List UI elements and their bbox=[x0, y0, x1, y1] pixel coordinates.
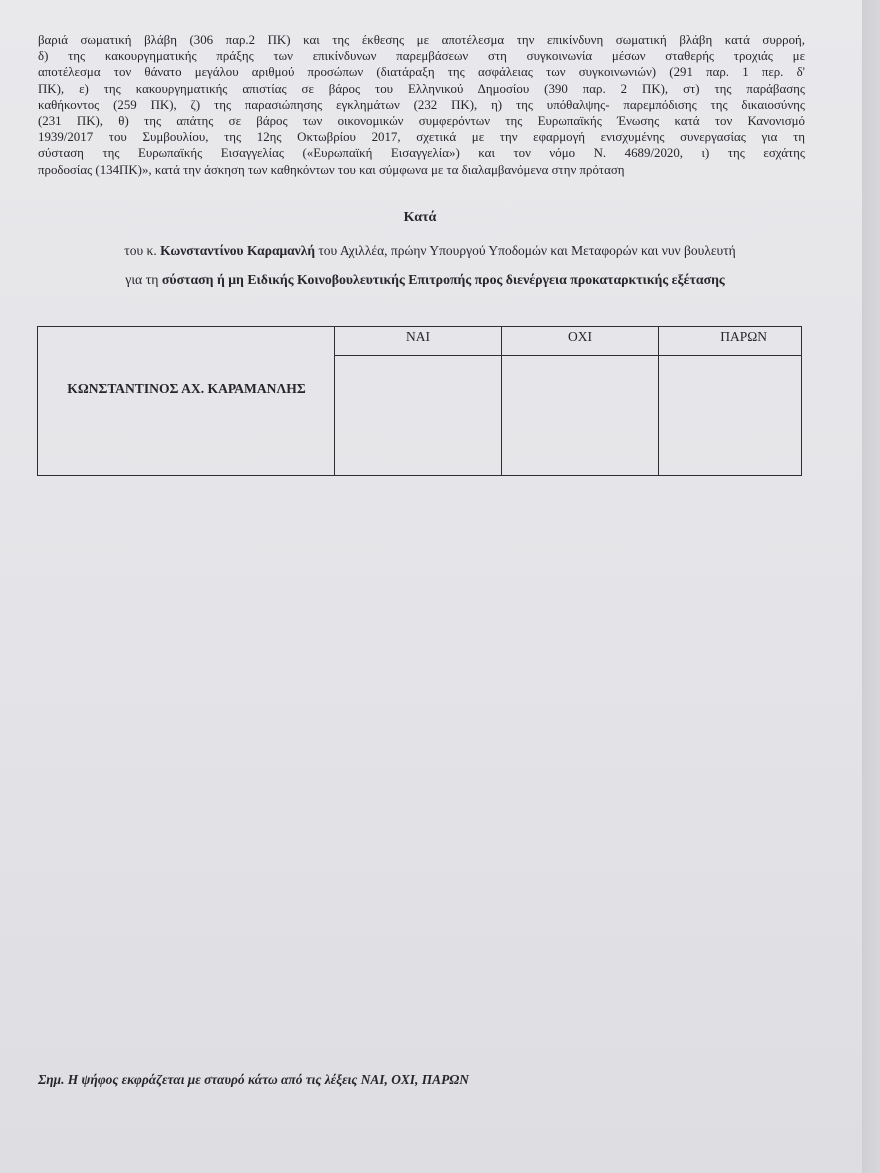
purpose-prefix: για τη bbox=[125, 272, 162, 287]
paragraph-line: αποτέλεσμα τον θάνατο μεγάλου αριθμού προσώπων (διατάραξη της ασφάλειας των συγκοινωνιών) (291 παρ. 1 περ. δ' bbox=[38, 65, 805, 80]
column-header-oxi: ΟΧΙ bbox=[568, 329, 592, 344]
vote-cell-nai[interactable] bbox=[335, 356, 501, 474]
paragraph-line: (231 ΠΚ), θ) της απάτης σε βάρος των οικονομικών συμφερόντων της Ευρωπαϊκής Ένωσης κατά τον Κανονισμό bbox=[38, 114, 805, 129]
subject-name: Κωνσταντίνου Καραμανλή bbox=[160, 243, 315, 258]
column-header-nai: ΝΑΙ bbox=[406, 329, 430, 344]
vote-cell-oxi[interactable] bbox=[502, 356, 658, 474]
subject-suffix: του Αχιλλέα, πρώην Υπουργού Υποδομών και Μεταφορών και νυν βουλευτή bbox=[315, 243, 736, 258]
charges-paragraph bbox=[38, 32, 805, 178]
purpose-emphasis: σύσταση ή μη Ειδικής Κοινοβουλευτικής Επιτροπής προς διενέργεια προκαταρκτικής εξέτασης bbox=[161, 272, 725, 287]
column-header-paron: ΠΑΡΩΝ bbox=[720, 329, 767, 344]
paragraph-line: ΠΚ), ε) της κακουργηματικής απιστίας σε βάρος του Ελληνικού Δημοσίου (390 παρ. 2 ΠΚ), στ) της παράβασης bbox=[38, 81, 805, 96]
paragraph-line: καθήκοντος (259 ΠΚ), ζ) της παρασιώπησης εγκλημάτων (232 ΠΚ), η) της υπόθαλψης- παρεμπόδισης της δικαιοσύνης bbox=[38, 97, 805, 112]
heading-kata: Κατά bbox=[403, 210, 437, 225]
paragraph-line: δ) της κακουργηματικής πράξης των επικίνδυνων παρεμβάσεων στη συγκοινωνία μέσων σταθερής τροχιάς με bbox=[38, 49, 805, 64]
paragraph-line: προδοσίας (134ΠΚ)», κατά την άσκηση των καθηκόντων του και σύμφωνα με τα διαλαμβανόμενα στην πρόταση bbox=[38, 162, 625, 177]
purpose-line bbox=[20, 272, 830, 288]
subject-line bbox=[20, 243, 840, 259]
vote-cell-paron[interactable] bbox=[659, 356, 800, 474]
paragraph-line: 1939/2017 του Συμβουλίου, της 12ης Οκτωβρίου 2017, σχετικά με την εφαρμογή ενισχυμένης συνεργασίας για τη bbox=[38, 130, 805, 145]
row-label-member: ΚΩΝΣΤΑΝΤΙΝΟΣ ΑΧ. ΚΑΡΑΜΑΝΛΗΣ bbox=[67, 381, 306, 396]
page-edge bbox=[862, 0, 880, 1173]
paragraph-line: βαριά σωματική βλάβη (306 παρ.2 ΠΚ) και της έκθεσης με αποτέλεσμα την επικίνδυνη σωματική βλάβη κατά συρροή, bbox=[38, 33, 805, 47]
vote-table bbox=[37, 326, 802, 476]
footnote: Σημ. Η ψήφος εκφράζεται με σταυρό κάτω από τις λέξεις ΝΑΙ, ΟΧΙ, ΠΑΡΩΝ bbox=[38, 1072, 469, 1087]
subject-prefix: του κ. bbox=[124, 243, 161, 258]
paragraph-line: σύσταση της Ευρωπαϊκής Εισαγγελίας («Ευρωπαϊκή Εισαγγελία») και τον νόμο Ν. 4689/2020, ι) της εσχάτης bbox=[38, 146, 805, 161]
